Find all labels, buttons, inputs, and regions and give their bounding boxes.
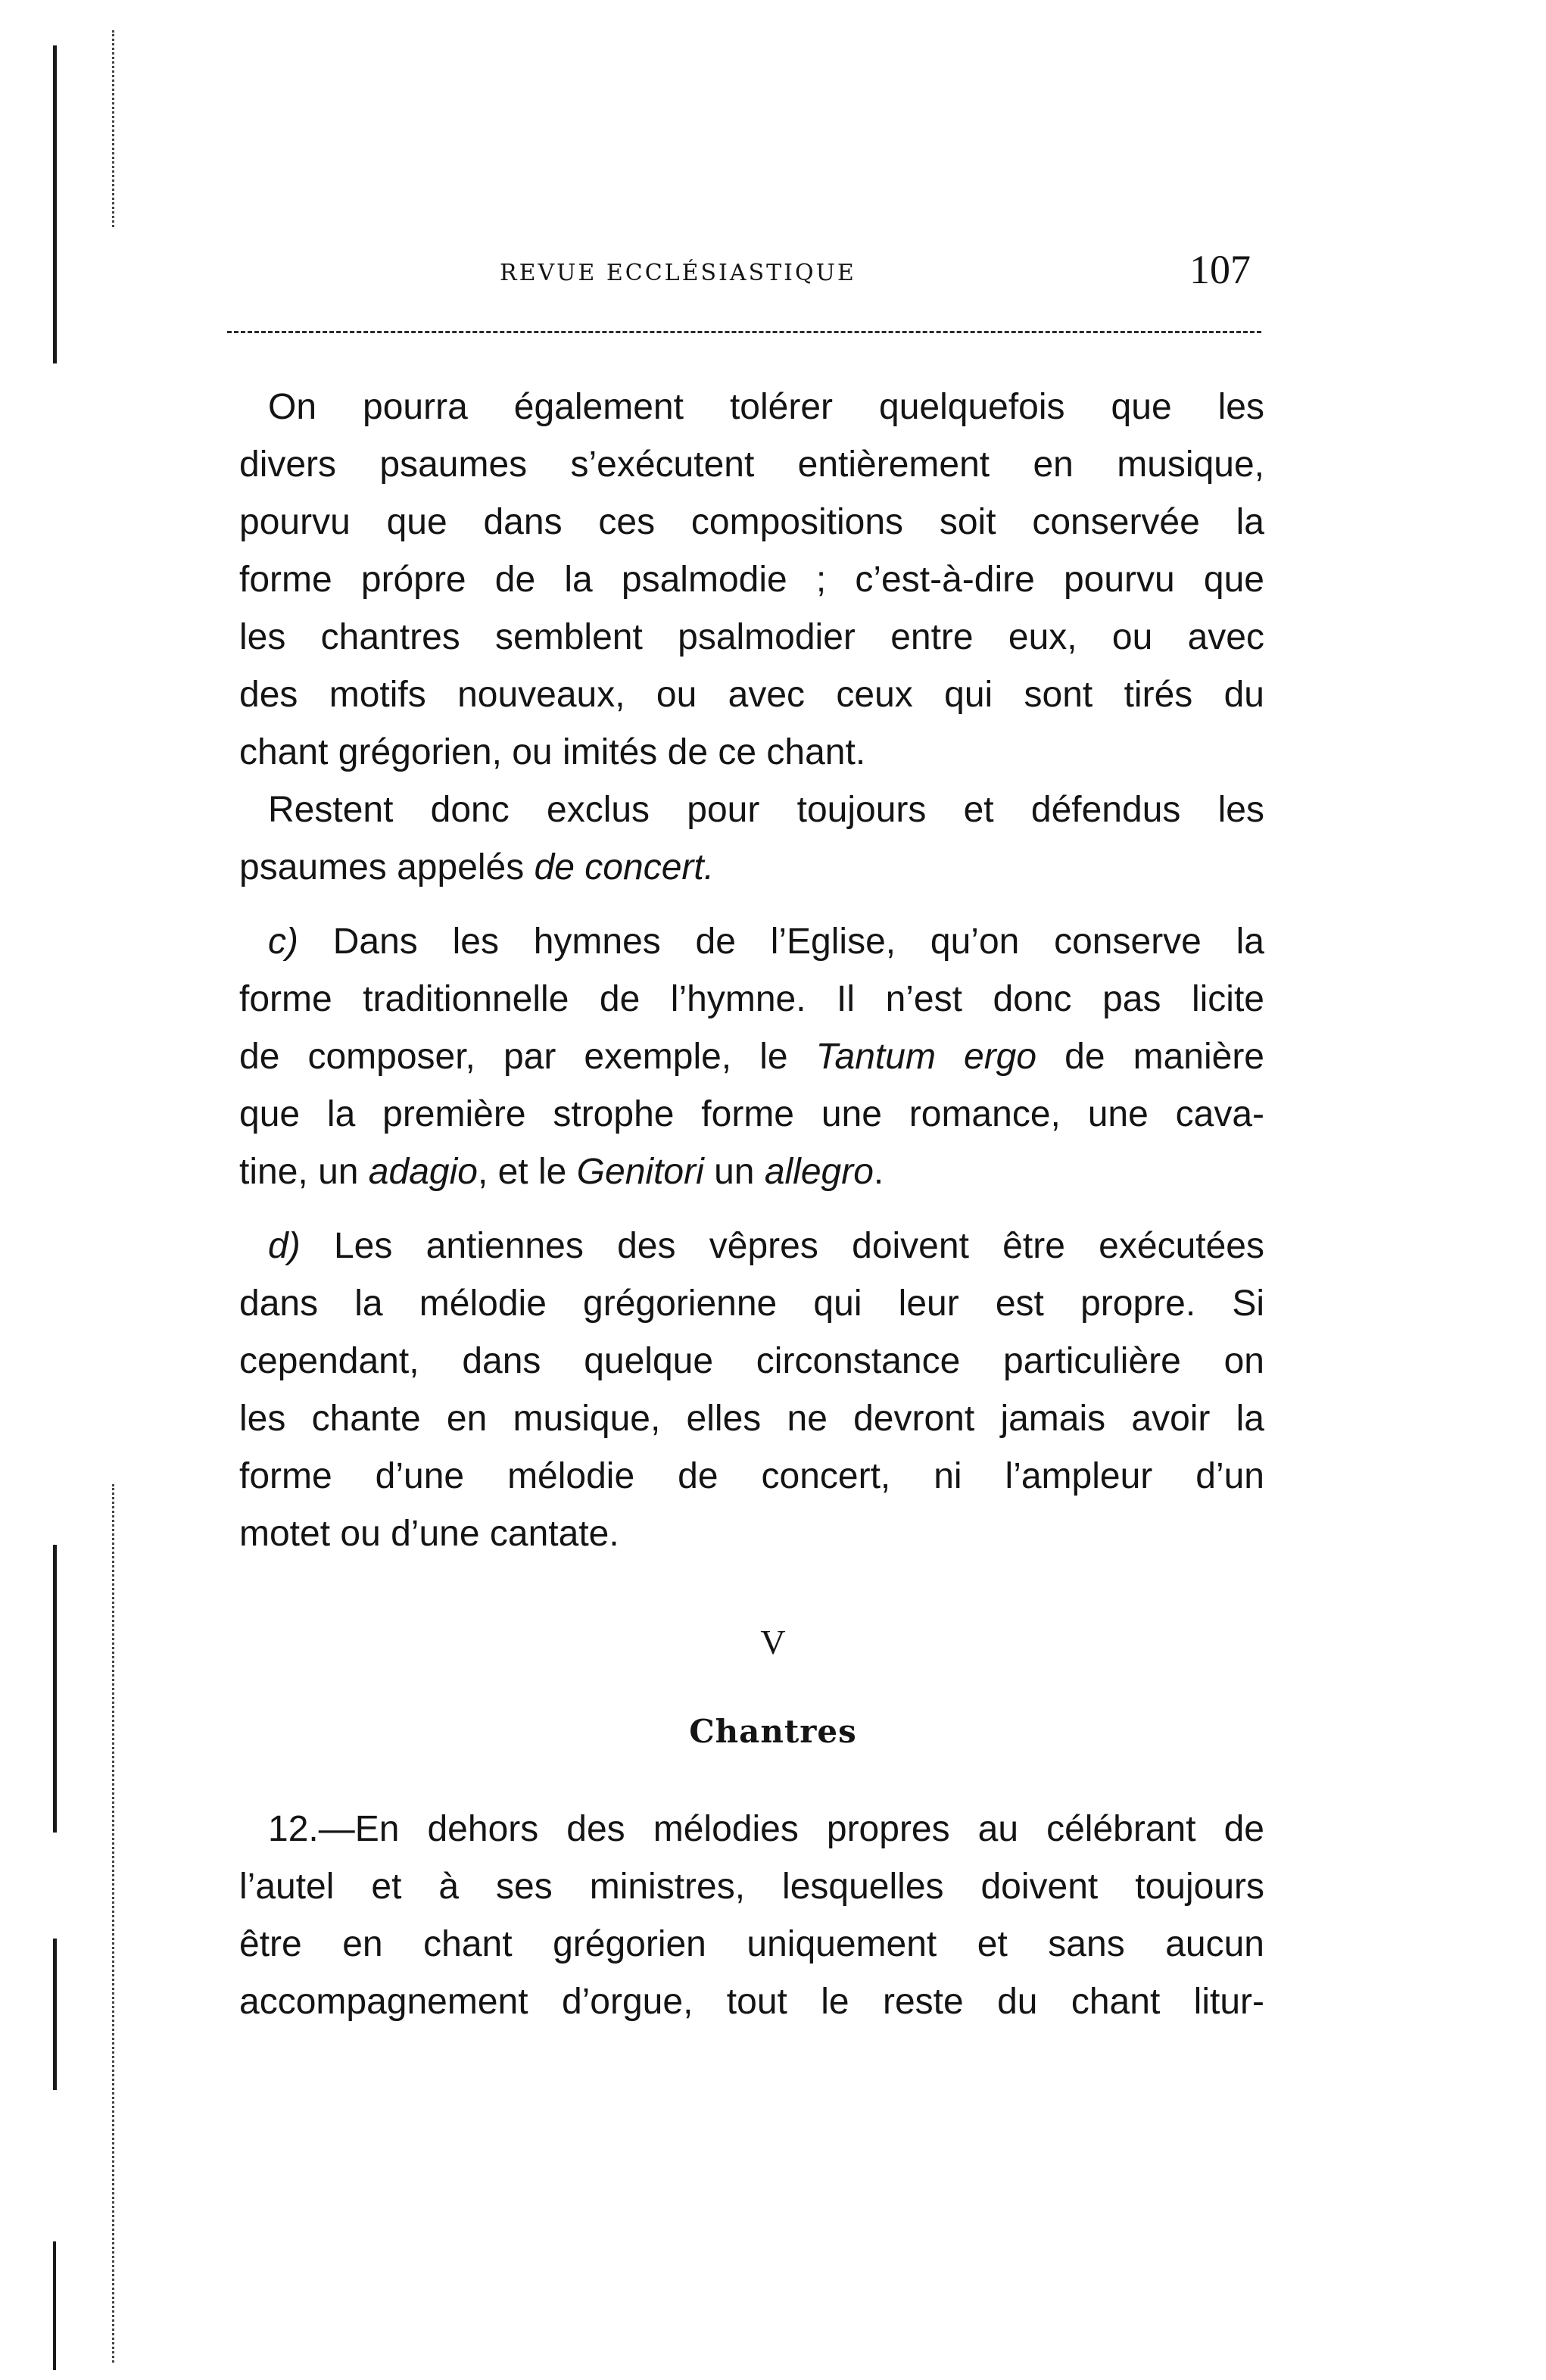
italic-term: Genitori <box>576 1152 704 1192</box>
text-line: forme traditionnelle de l’hymne. Il n’est donc pas licite <box>239 979 1264 1019</box>
section-title: Chantres <box>689 1713 857 1750</box>
text-line: motet ou d’une cantate. <box>239 1514 619 1554</box>
italic-term: adagio <box>368 1152 478 1192</box>
text-line: l’autel et à ses ministres, lesquelles doivent toujours <box>239 1867 1264 1907</box>
body-text <box>239 1801 1264 2031</box>
italic-term: de concert. <box>534 847 715 887</box>
italic-term: allegro <box>764 1152 874 1192</box>
text-line: 12.—En dehors des mélodies propres au célébrant de <box>268 1809 1264 1849</box>
page-header <box>227 246 1261 299</box>
section-number: V <box>760 1623 786 1661</box>
text-line: On pourra également tolérer quelquefois que les <box>268 387 1264 427</box>
scan-edge-dots <box>112 1484 114 2363</box>
text-segment: un <box>703 1152 765 1192</box>
scan-edge-mark <box>53 2241 56 2370</box>
text-line: cependant, dans quelque circonstance particulière on <box>239 1341 1264 1381</box>
text-line: être en chant grégorien uniquement et sans aucun <box>239 1924 1264 1964</box>
text-line: forme d’une mélodie de concert, ni l’ampleur d’un <box>239 1456 1264 1496</box>
text-line: chant grégorien, ou imités de ce chant. <box>239 732 866 772</box>
list-label: c) <box>268 922 298 962</box>
text-line <box>239 839 1264 897</box>
text-line: des motifs nouveaux, ou avec ceux qui sont tirés du <box>239 675 1264 715</box>
running-head: REVUE ECCLÉSIASTIQUE <box>500 260 856 286</box>
text-segment: psaumes appelés <box>239 847 535 887</box>
body-text <box>239 379 1264 1563</box>
scan-edge-dots <box>112 30 114 227</box>
text-line: les chantres semblent psalmodier entre eux, ou avec <box>239 617 1264 657</box>
text-line: les chante en musique, elles ne devront jamais avoir la <box>239 1399 1264 1439</box>
text-line: Restent donc exclus pour toujours et défendus les <box>268 790 1264 830</box>
scan-edge-mark <box>53 45 57 363</box>
text-segment: de manière <box>1036 1037 1264 1077</box>
header-rule <box>227 331 1261 333</box>
text-line: dans la mélodie grégorienne qui leur est propre. Si <box>239 1284 1264 1324</box>
text-segment: tine, un <box>239 1152 369 1192</box>
page-number: 107 <box>1189 247 1251 292</box>
text-line <box>239 1143 1264 1201</box>
italic-term: Tantum ergo <box>815 1037 1037 1077</box>
text-line <box>239 913 1264 971</box>
text-line: pourvu que dans ces compositions soit conservée la <box>239 502 1264 542</box>
list-label: d) <box>268 1226 301 1266</box>
text-segment: Dans les hymnes de l’Eglise, qu’on conserve la <box>298 922 1264 962</box>
text-line: divers psaumes s’exécutent entièrement en musique, <box>239 444 1264 485</box>
text-line: accompagnement d’orgue, tout le reste du chant litur- <box>239 1982 1264 2022</box>
text-segment: . <box>873 1152 884 1192</box>
scan-edge-mark <box>53 1939 57 2090</box>
text-segment: de composer, par exemple, le <box>239 1037 816 1077</box>
scan-edge-mark <box>53 1545 57 1833</box>
text-segment: , et le <box>477 1152 577 1192</box>
text-line: forme própre de la psalmodie ; c’est-à-dire pourvu que <box>239 560 1264 600</box>
text-line <box>239 1028 1264 1086</box>
text-line <box>239 1218 1264 1275</box>
text-segment: Les antiennes des vêpres doivent être exécutées <box>300 1226 1264 1266</box>
text-line: que la première strophe forme une romance, une cava- <box>239 1094 1264 1134</box>
